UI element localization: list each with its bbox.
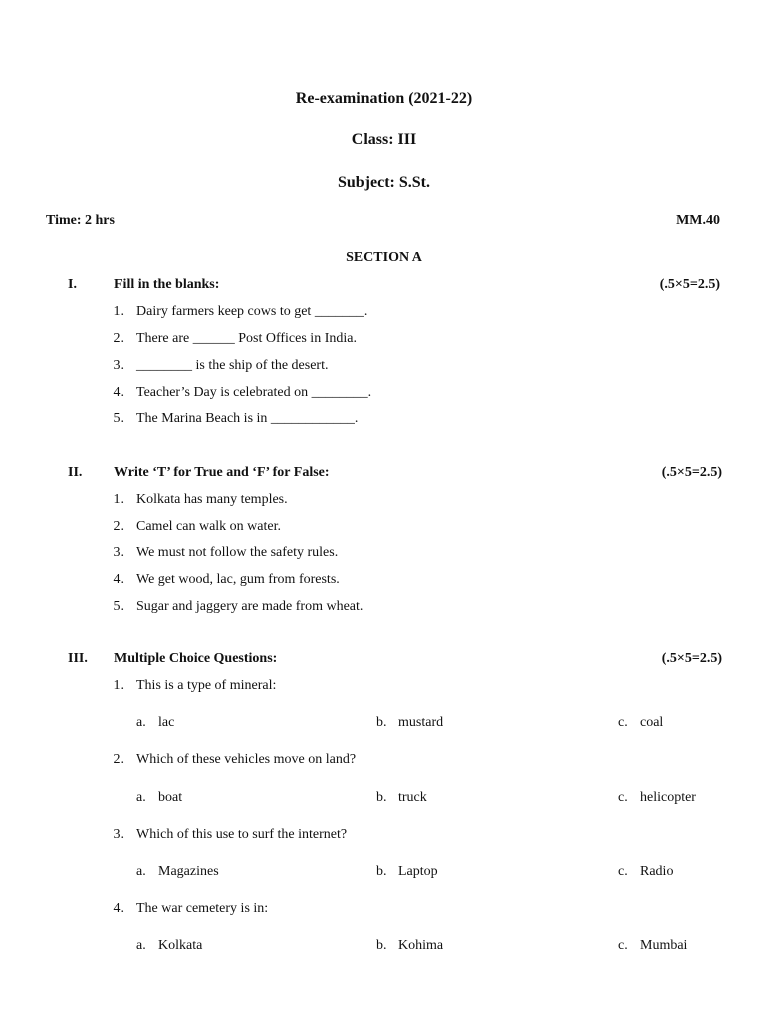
question-text: Which of this use to surf the internet? [136,827,348,842]
item-text: The Marina Beach is in ____________. [136,411,359,426]
list-item [0,331,768,351]
question-text: Which of these vehicles move on land? [136,752,357,767]
option-label: b. [376,938,387,953]
list-item [0,519,768,539]
subject-line: Subject: S.St. [337,174,430,191]
option-text: Kohima [398,938,444,953]
item-text: We get wood, lac, gum from forests. [136,572,340,587]
section-numeral: I. [68,277,77,292]
list-item [0,385,768,405]
section-heading-text: Fill in the blanks: [114,277,220,292]
option-label: c. [618,938,628,953]
item-text: We must not follow the safety rules. [136,545,339,560]
option-label: a. [136,790,146,805]
mcq-options [0,938,768,958]
mcq-options [0,790,768,810]
option-text: lac [158,715,175,730]
item-text: There are ______ Post Offices in India. [136,331,357,346]
item-number: 4. [113,572,124,587]
time-label: Time: 2 hrs [46,213,115,228]
question-text: This is a type of mineral: [136,678,277,693]
option-text: truck [398,790,427,805]
mcq-question [0,752,768,772]
list-item [0,599,768,619]
section-heading-text: Multiple Choice Questions: [114,651,278,666]
item-text: Dairy farmers keep cows to get _______. [136,304,368,319]
exam-title: Re-examination (2021-22) [295,90,473,107]
item-number: 5. [113,411,124,426]
mcq-question [0,901,768,921]
item-number: 2. [113,331,124,346]
question-number: 2. [113,752,124,767]
item-text: Teacher’s Day is celebrated on ________. [136,385,372,400]
item-number: 4. [113,385,124,400]
option-text: Mumbai [640,938,688,953]
section-numeral: II. [68,465,83,480]
list-item [0,304,768,324]
item-number: 2. [113,519,124,534]
section-marks: (.5×5=2.5) [661,465,722,480]
option-label: b. [376,715,387,730]
option-text: mustard [398,715,444,730]
item-number: 1. [113,492,124,507]
section-numeral: III. [68,651,88,666]
list-item [0,545,768,565]
question-text: The war cemetery is in: [136,901,269,916]
option-text: Laptop [398,864,438,879]
option-text: boat [158,790,183,805]
option-label: b. [376,864,387,879]
mcq-question [0,827,768,847]
option-text: Radio [640,864,674,879]
list-item [0,411,768,431]
option-text: Magazines [158,864,219,879]
section-marks: (.5×5=2.5) [661,651,722,666]
mcq-options [0,715,768,735]
list-item [0,492,768,512]
item-text: Sugar and jaggery are made from wheat. [136,599,364,614]
item-text: Kolkata has many temples. [136,492,288,507]
item-number: 1. [113,304,124,319]
question-number: 1. [113,678,124,693]
mcq-options [0,864,768,884]
mcq-question [0,678,768,698]
option-label: a. [136,864,146,879]
option-text: coal [640,715,664,730]
option-label: c. [618,864,628,879]
list-item [0,358,768,378]
option-label: b. [376,790,387,805]
class-line: Class: III [351,131,417,148]
max-marks-label: MM.40 [676,213,720,228]
option-label: c. [618,715,628,730]
option-text: Kolkata [158,938,203,953]
option-text: helicopter [640,790,696,805]
section-heading-text: Write ‘T’ for True and ‘F’ for False: [114,465,330,480]
item-text: ________ is the ship of the desert. [136,358,329,373]
option-label: c. [618,790,628,805]
item-text: Camel can walk on water. [136,519,282,534]
item-number: 3. [113,545,124,560]
question-number: 3. [113,827,124,842]
item-number: 3. [113,358,124,373]
section-marks: (.5×5=2.5) [659,277,720,292]
option-label: a. [136,715,146,730]
question-number: 4. [113,901,124,916]
item-number: 5. [113,599,124,614]
section-heading: SECTION A [346,250,422,265]
option-label: a. [136,938,146,953]
list-item [0,572,768,592]
